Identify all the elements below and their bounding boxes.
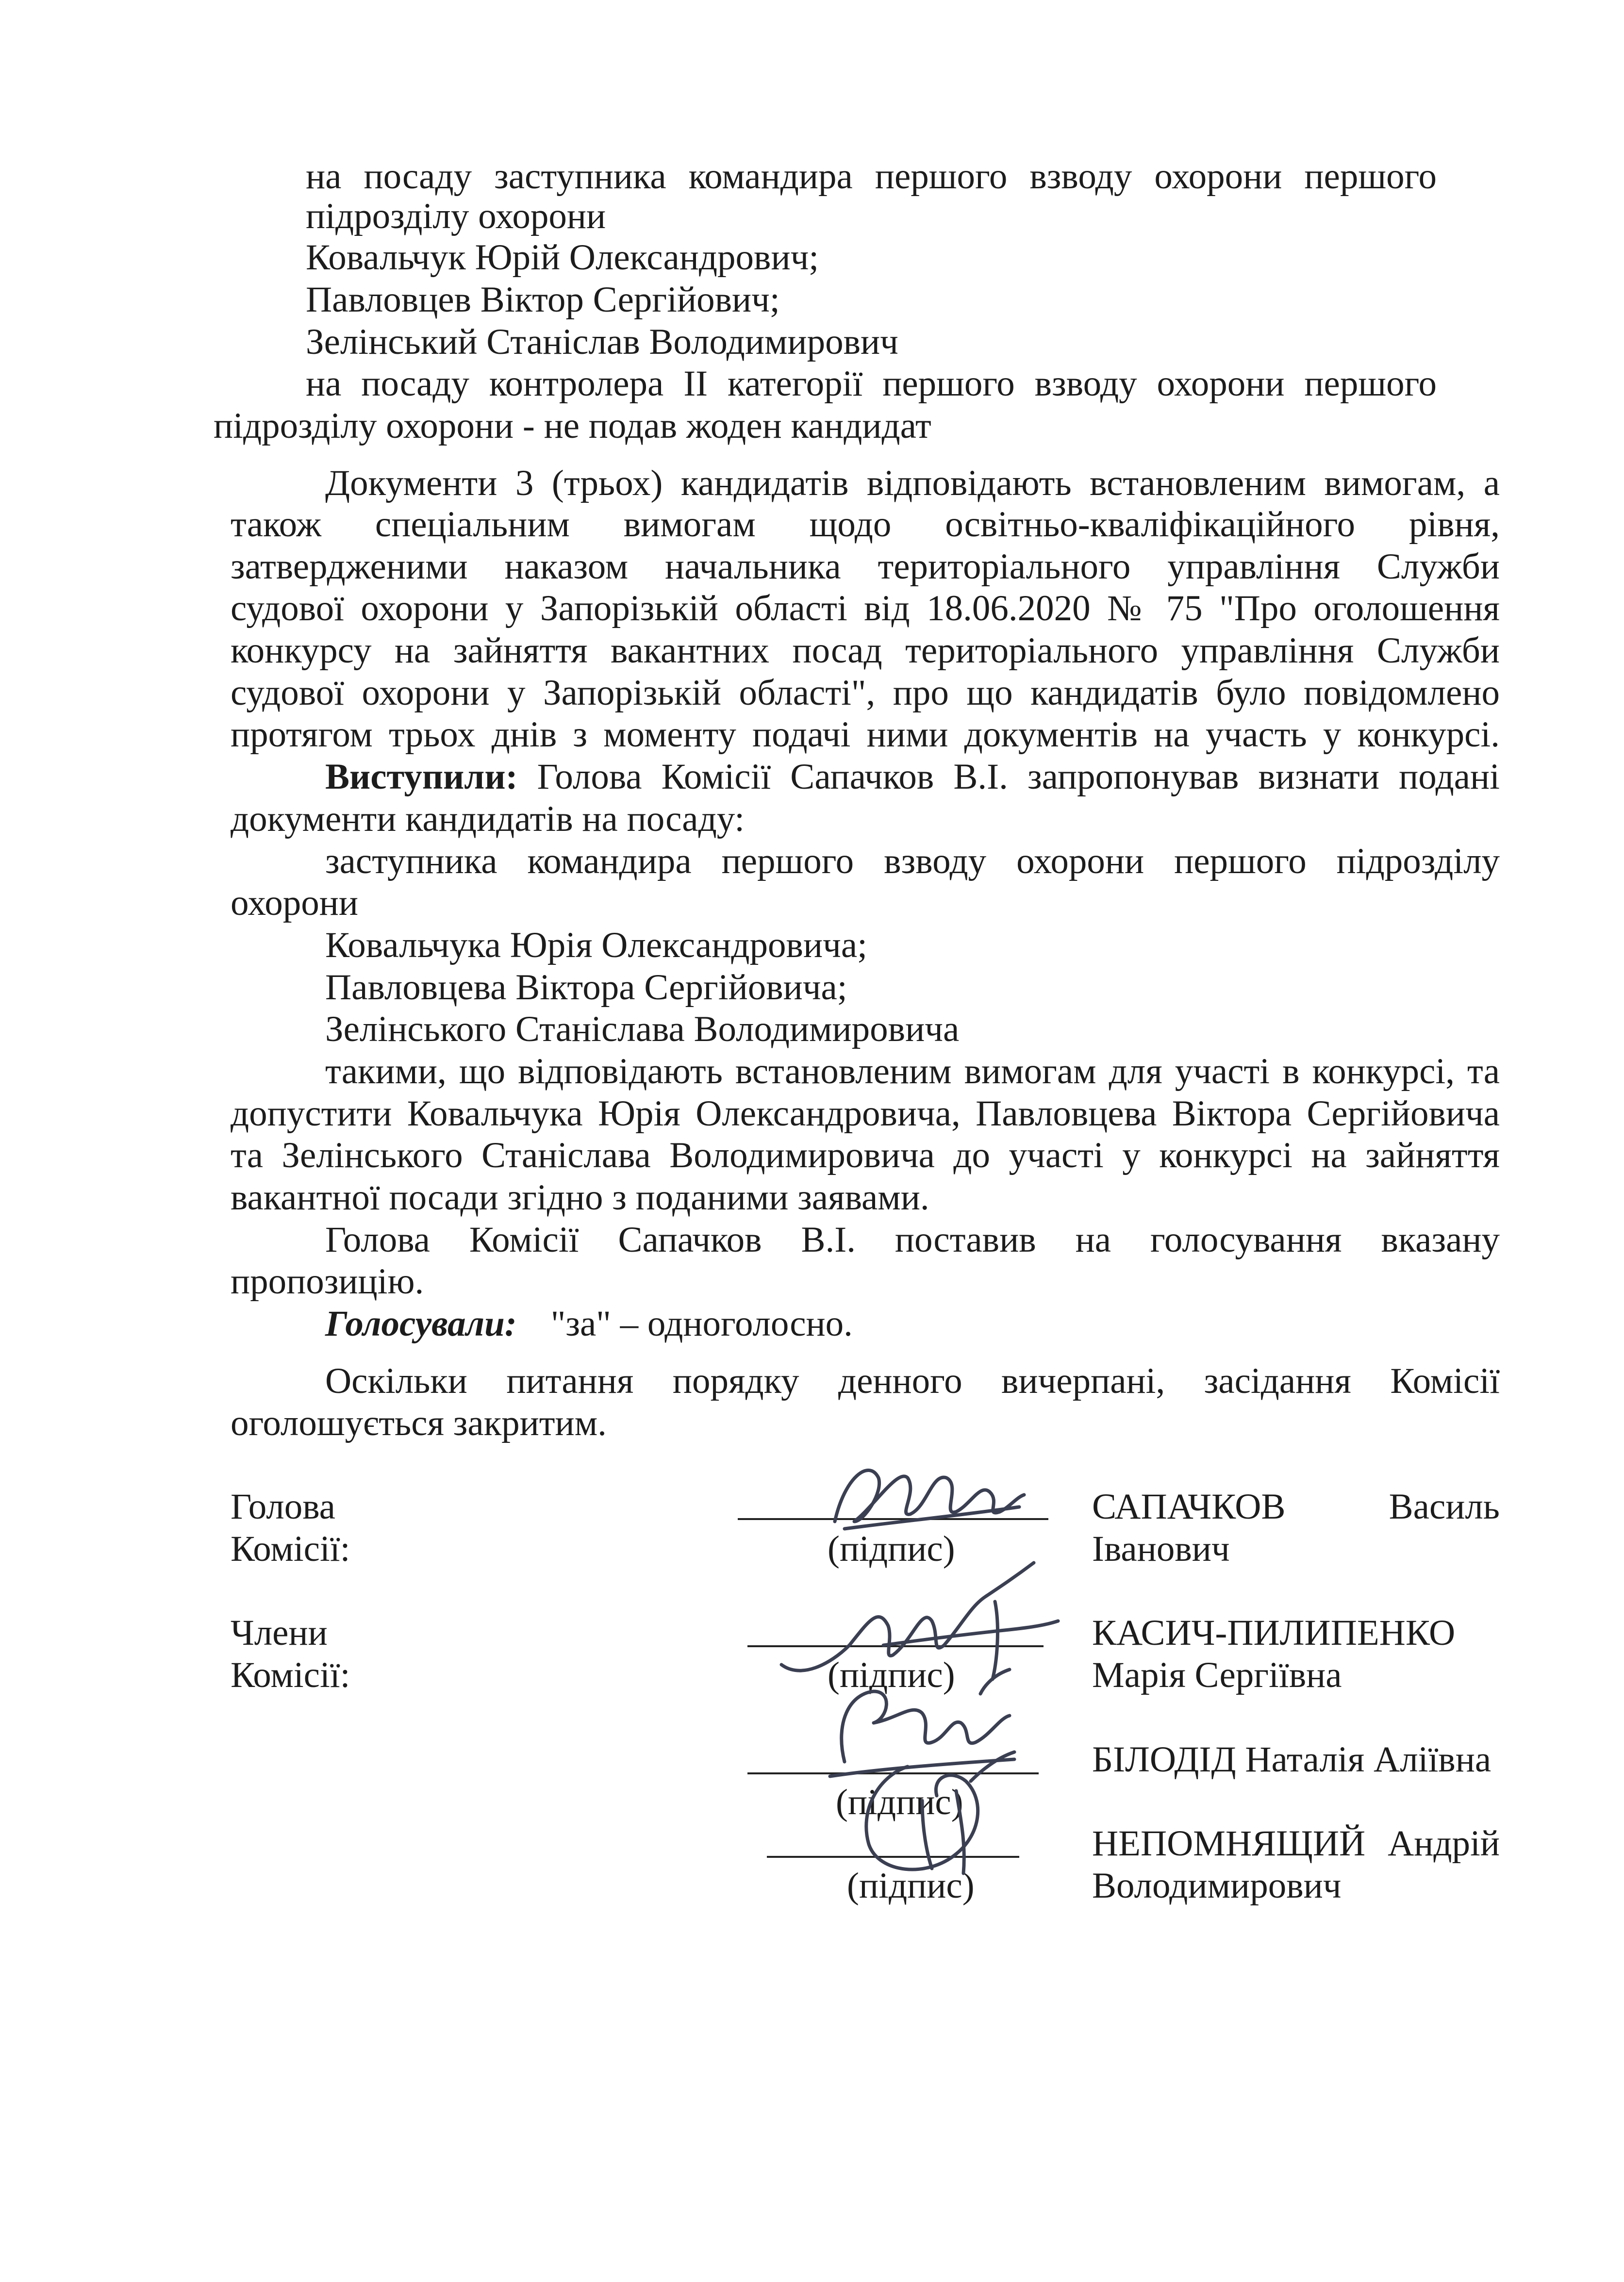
member-1-name-line-2: Марія Сергіївна xyxy=(1092,1655,1342,1695)
chair-label-2: Комісії: xyxy=(231,1529,350,1569)
candidate-2: Павловцев Віктор Сергійович; xyxy=(306,280,780,320)
para2-candidate-1: Ковальчука Юрія Олександровича; xyxy=(325,925,867,965)
members-label-1: Члени xyxy=(231,1613,328,1653)
member-2-name-line-1: БІЛОДІД Наталія Аліївна xyxy=(1092,1739,1491,1780)
para1-line-7: протягом трьох днів з моменту подачі ними документів на участь у конкурсі. xyxy=(231,714,1500,755)
sign-caption-member-2: (підпис) xyxy=(836,1782,963,1822)
vote-line xyxy=(325,1306,853,1342)
para3-line-2: пропозицію. xyxy=(231,1261,424,1302)
para3-line-1: Голова Комісії Сапачков В.І. поставив на голосування вказану xyxy=(325,1220,1500,1260)
block1-line-1: на посаду заступника командира першого взводу охорони першого xyxy=(306,156,1437,197)
closing-line-1: Оскільки питання порядку денного вичерпані, засідання Комісії xyxy=(325,1361,1500,1401)
chair-name-surname xyxy=(1092,1488,1500,1525)
para1-line-6: судової охорони у Запорізькій області", про що кандидатів було повідомлено xyxy=(231,673,1500,713)
para2-candidate-3: Зелінського Станіслава Володимировича xyxy=(325,1009,960,1049)
member-3-name-line-2: Володимирович xyxy=(1092,1866,1342,1906)
para2-line-8: такими, що відповідають встановленим вимогам для участі в конкурсі, та xyxy=(325,1051,1500,1091)
candidate-3: Зелінський Станіслав Володимирович xyxy=(306,322,898,362)
sign-caption-member-3: (підпис) xyxy=(847,1866,975,1906)
candidate-1: Ковальчук Юрій Олександрович; xyxy=(306,237,819,278)
block1-line-6: на посаду контролера ІІ категорії першого взводу охорони першого xyxy=(306,364,1437,404)
para1-line-3: затвердженими наказом начальника територіального управління Служби xyxy=(231,546,1500,587)
chair-name-line-1: САПАЧКОВ Василь xyxy=(1092,1487,1500,1527)
sign-caption-member-1: (підпис) xyxy=(828,1655,955,1695)
para2-candidate-2: Павловцева Віктора Сергійовича; xyxy=(325,967,847,1008)
sign-caption-chair: (підпис) xyxy=(828,1529,955,1569)
chair-label-1: Голова xyxy=(231,1487,335,1527)
para1-line-5: конкурсу на зайняття вакантних посад територіального управління Служби xyxy=(231,630,1500,671)
chair-name-line-2: Іванович xyxy=(1092,1529,1230,1569)
para2-line-10: та Зелінського Станіслава Володимировича до участі у конкурсі на зайняття xyxy=(231,1135,1500,1175)
member-3-name-surname xyxy=(1092,1825,1500,1862)
speakers-label: Виступили: xyxy=(325,757,518,797)
member-3-name-line-1: НЕПОМНЯЩИЙ Андрій xyxy=(1092,1823,1500,1864)
para1-line-4: судової охорони у Запорізькій області від 18.06.2020 № 75 "Про оголошення xyxy=(231,588,1500,628)
para2-line-3: заступника командира першого взводу охорони першого підрозділу xyxy=(325,841,1500,881)
block1-line-2: підрозділу охорони xyxy=(306,196,606,236)
vote-label: Голосували: xyxy=(325,1304,517,1344)
handwritten-signature-member-3 xyxy=(849,1747,1024,1883)
para2-line-4: охорони xyxy=(231,883,359,923)
vote-result: "за" – одноголосно. xyxy=(550,1304,853,1344)
para2-line-2: документи кандидатів на посаду: xyxy=(231,799,745,839)
member-1-name-line-1: КАСИЧ-ПИЛИПЕНКО xyxy=(1092,1613,1456,1653)
block1-line-7: підрозділу охорони - не подав жоден кандидат xyxy=(214,406,931,446)
para1-line-1: Документи 3 (трьох) кандидатів відповідають встановленим вимогам, а xyxy=(325,463,1500,503)
para2-line-1-rest: Голова Комісії Сапачков В.І. запропонував визнати подані xyxy=(537,757,1500,797)
members-label-2: Комісії: xyxy=(231,1655,350,1695)
para2-line-1 xyxy=(325,759,1500,795)
para2-line-11: вакантної посади згідно з поданими заявами. xyxy=(231,1177,929,1218)
closing-line-2: оголошується закритим. xyxy=(231,1403,607,1443)
para2-line-9: допустити Ковальчука Юрія Олександровича, Павловцева Віктора Сергійовича xyxy=(231,1093,1500,1134)
para1-line-2: також спеціальним вимогам щодо освітньо-кваліфікаційного рівня, xyxy=(231,504,1500,545)
handwritten-signature-chair xyxy=(825,1449,1029,1555)
